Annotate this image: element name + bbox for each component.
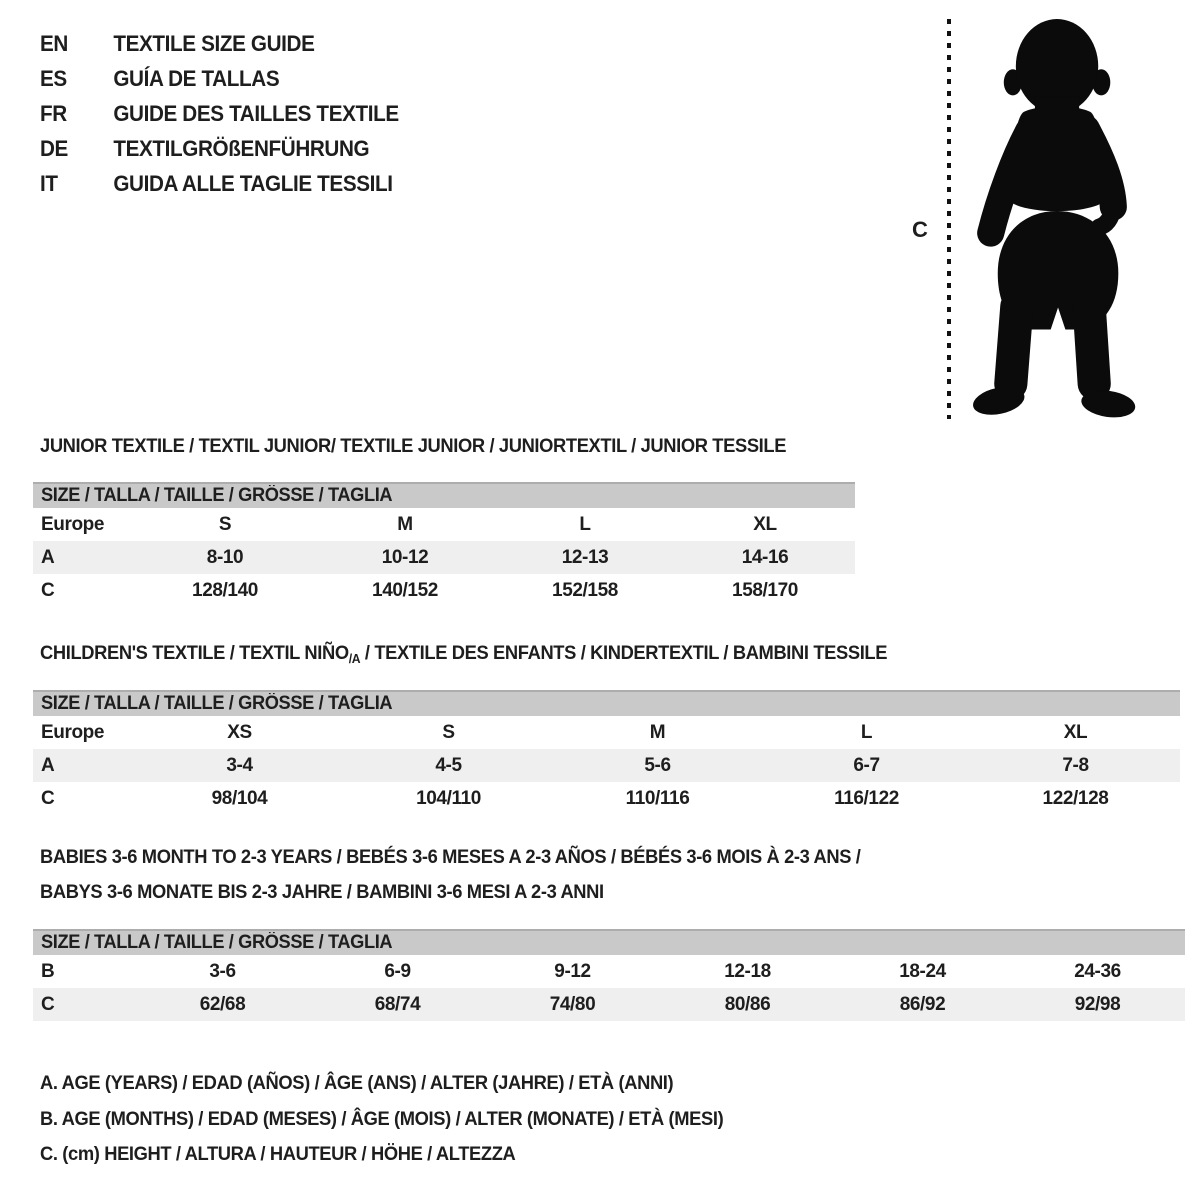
table-cell: 4-5 (435, 754, 462, 776)
legend-line-height: C. (cm) HEIGHT / ALTURA / HAUTEUR / HÖHE / ALTEZZA (40, 1143, 516, 1165)
table-cell: 104/110 (416, 787, 481, 809)
row-label: A (41, 754, 55, 776)
language-code: FR (40, 100, 67, 126)
language-row-es (40, 61, 399, 96)
size-header-label: SIZE / TALLA / TAILLE / GRÖSSE / TAGLIA (41, 693, 393, 714)
table-cell: 80/86 (724, 993, 771, 1015)
children-row-height (33, 782, 1180, 815)
size-column-header: L (860, 721, 873, 743)
language-label: GUÍA DE TALLAS (113, 65, 280, 91)
table-cell: 128/140 (192, 579, 258, 601)
size-column-header: S (442, 721, 455, 743)
table-cell: 12-13 (561, 546, 609, 568)
children-title-pre: CHILDREN'S TEXTILE / TEXTIL NIÑO (40, 642, 349, 664)
table-cell: 14-16 (741, 546, 789, 568)
table-cell: 6-9 (384, 960, 411, 982)
children-size-header-bar (33, 690, 1180, 716)
language-label: TEXTILE SIZE GUIDE (113, 30, 315, 56)
language-row-en (40, 26, 399, 61)
table-cell: 98/104 (211, 787, 268, 809)
children-row-age (33, 749, 1180, 782)
size-column-header: L (579, 513, 591, 535)
toddler-silhouette-icon (962, 10, 1138, 422)
table-cell: 24-36 (1074, 960, 1121, 982)
table-cell: 8-10 (206, 546, 244, 568)
table-cell: 3-6 (209, 960, 236, 982)
children-title-post: / TEXTILE DES ENFANTS / KINDERTEXTIL / BAMBINI TESSILE (360, 642, 888, 664)
table-cell: 158/170 (732, 579, 798, 601)
size-column-header: XS (227, 721, 252, 743)
junior-section-title: JUNIOR TEXTILE / TEXTIL JUNIOR/ TEXTILE JUNIOR / JUNIORTEXTIL / JUNIOR TESSILE (40, 435, 787, 457)
row-label: B (41, 960, 55, 982)
row-label: C (41, 579, 55, 601)
language-label: TEXTILGRÖßENFÜHRUNG (113, 135, 370, 161)
children-title-subscript: /A (348, 651, 361, 666)
size-column-header: S (218, 513, 232, 535)
region-label: Europe (41, 513, 105, 535)
language-title-block (40, 26, 422, 201)
table-cell: 92/98 (1074, 993, 1121, 1015)
table-cell: 68/74 (374, 993, 421, 1015)
language-label: GUIDA ALLE TAGLIE TESSILI (113, 170, 393, 196)
babies-row-height (33, 988, 1185, 1021)
table-cell: 12-18 (724, 960, 771, 982)
babies-section-title-line2: BABYS 3-6 MONATE BIS 2-3 JAHRE / BAMBINI 3-6 MESI A 2-3 ANNI (40, 881, 604, 903)
junior-row-height (33, 574, 855, 607)
size-column-header: M (397, 513, 413, 535)
junior-size-header-bar (33, 482, 855, 508)
region-label: Europe (41, 721, 105, 743)
language-code: DE (40, 135, 68, 161)
junior-columns-row (33, 508, 855, 541)
babies-row-age-months (33, 955, 1185, 988)
table-cell: 86/92 (899, 993, 946, 1015)
babies-size-header-bar (33, 929, 1185, 955)
size-header-label: SIZE / TALLA / TAILLE / GRÖSSE / TAGLIA (41, 932, 393, 953)
row-label: C (41, 787, 55, 809)
size-column-header: M (649, 721, 666, 743)
legend-line-age-months: B. AGE (MONTHS) / EDAD (MESES) / ÂGE (MOIS) / ALTER (MONATE) / ETÀ (MESI) (40, 1108, 724, 1130)
babies-size-table (33, 929, 1185, 1021)
children-section-title (40, 641, 887, 667)
junior-size-table (33, 482, 855, 607)
table-cell: 110/116 (625, 787, 690, 809)
table-cell: 18-24 (899, 960, 946, 982)
table-cell: 10-12 (381, 546, 429, 568)
table-cell: 116/122 (834, 787, 899, 809)
row-label: C (41, 993, 55, 1015)
height-measure-label: C (912, 217, 928, 242)
table-cell: 5-6 (644, 754, 671, 776)
table-cell: 122/128 (1042, 787, 1109, 809)
language-row-de (40, 131, 399, 166)
size-column-header: XL (1063, 721, 1088, 743)
babies-section-title-line1: BABIES 3-6 MONTH TO 2-3 YEARS / BEBÉS 3-6 MESES A 2-3 AÑOS / BÉBÉS 3-6 MOIS À 2-3 ANS / (40, 846, 861, 868)
row-label: A (41, 546, 55, 568)
children-size-table (33, 690, 1180, 815)
table-cell: 7-8 (1062, 754, 1089, 776)
table-cell: 74/80 (549, 993, 596, 1015)
language-row-fr (40, 96, 399, 131)
table-cell: 9-12 (554, 960, 591, 982)
table-cell: 6-7 (853, 754, 880, 776)
language-label: GUIDE DES TAILLES TEXTILE (113, 100, 399, 126)
table-cell: 152/158 (552, 579, 618, 601)
table-cell: 3-4 (226, 754, 253, 776)
size-header-label: SIZE / TALLA / TAILLE / GRÖSSE / TAGLIA (41, 485, 393, 506)
table-cell: 62/68 (199, 993, 246, 1015)
legend-line-age-years: A. AGE (YEARS) / EDAD (AÑOS) / ÂGE (ANS) / ALTER (JAHRE) / ETÀ (ANNI) (40, 1072, 674, 1094)
size-column-header: XL (753, 513, 777, 535)
table-cell: 140/152 (372, 579, 438, 601)
children-columns-row (33, 716, 1180, 749)
language-code: ES (40, 65, 67, 91)
language-code: EN (40, 30, 68, 56)
language-code: IT (40, 170, 58, 196)
height-measure-dashed-line (944, 16, 954, 422)
junior-row-age (33, 541, 855, 574)
language-row-it (40, 166, 399, 201)
